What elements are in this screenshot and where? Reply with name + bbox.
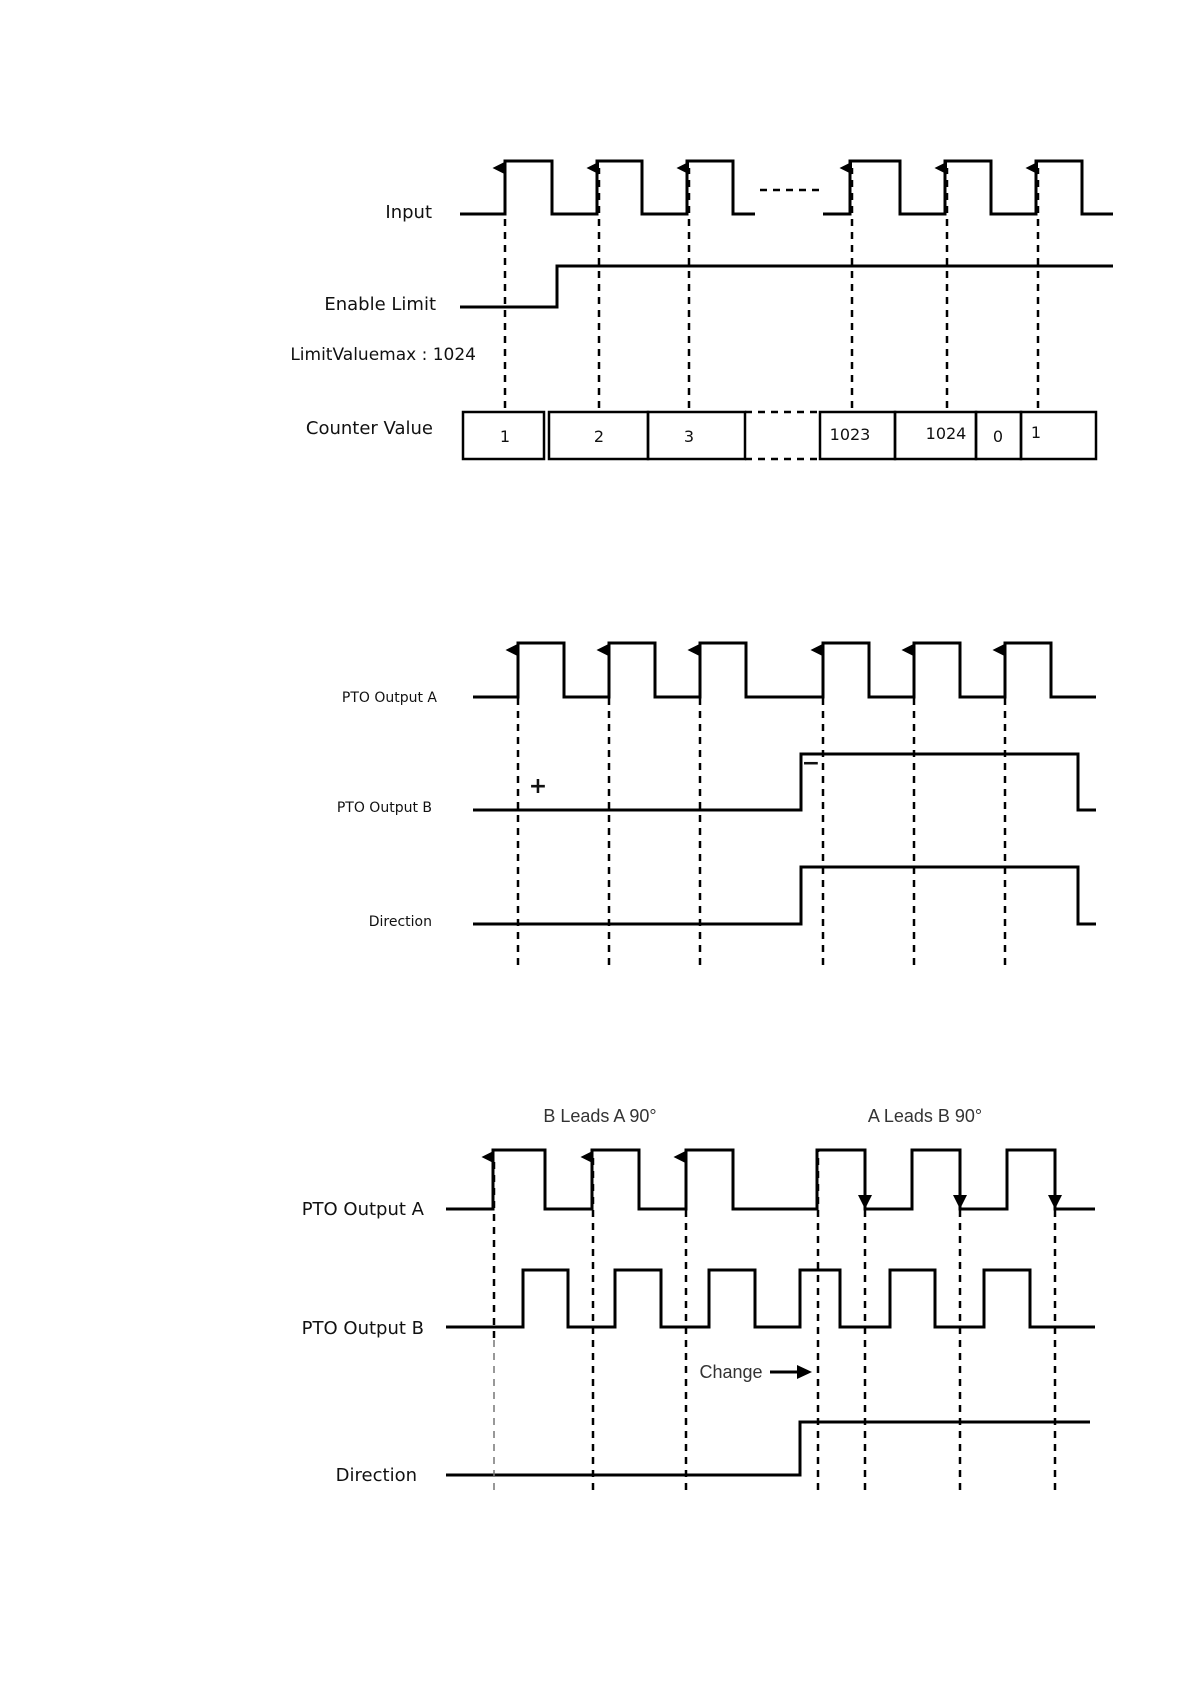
limit-value-label: LimitValuemax : 1024 bbox=[290, 345, 476, 365]
direction-signal bbox=[473, 867, 1096, 924]
counter-cell: 1 bbox=[499, 427, 511, 446]
pto-output-b-label: PTO Output B bbox=[336, 800, 432, 816]
counter-value-strip bbox=[463, 412, 1096, 459]
counter-cell: 2 bbox=[593, 427, 605, 446]
counter-cell: 1 bbox=[1030, 423, 1042, 442]
counter-cell: 0 bbox=[992, 427, 1004, 446]
falling-edge-arrow bbox=[858, 1195, 872, 1209]
plus-sign: + bbox=[528, 774, 548, 799]
pto-output-b-signal bbox=[446, 1270, 1095, 1327]
enable-limit-label: Enable Limit bbox=[324, 294, 436, 315]
quadrature-diagram bbox=[302, 1106, 1095, 1490]
change-arrow-icon bbox=[770, 1365, 812, 1379]
b-leads-a-label: B Leads A 90° bbox=[543, 1106, 657, 1126]
counter-cell: 3 bbox=[683, 427, 695, 446]
pto-direction-diagram bbox=[337, 643, 1096, 965]
input-label: Input bbox=[385, 202, 432, 223]
a-leads-b-label: A Leads B 90° bbox=[867, 1106, 983, 1126]
direction-label: Direction bbox=[335, 1465, 417, 1486]
pto-output-b-label: PTO Output B bbox=[301, 1318, 424, 1339]
direction-signal bbox=[446, 1422, 1090, 1475]
direction-label: Direction bbox=[368, 914, 432, 930]
pto-output-a-signal bbox=[473, 643, 1096, 697]
pto-output-a-label: PTO Output A bbox=[341, 690, 437, 706]
pto-output-b-signal bbox=[473, 754, 1096, 810]
falling-edge-arrow bbox=[1048, 1195, 1062, 1209]
counter-value-label: Counter Value bbox=[305, 418, 433, 439]
enable-limit-signal bbox=[460, 266, 1113, 307]
falling-edge-arrow bbox=[953, 1195, 967, 1209]
counter-limit-diagram bbox=[290, 161, 1113, 459]
input-signal-right bbox=[823, 161, 1113, 214]
change-label: Change bbox=[699, 1362, 763, 1382]
minus-sign: − bbox=[801, 751, 821, 776]
pto-output-a-signal bbox=[446, 1150, 1095, 1209]
input-edge-markers bbox=[505, 168, 1038, 408]
counter-cell-box bbox=[648, 412, 745, 459]
counter-cell: 1023 bbox=[829, 425, 871, 444]
quadrature-edge-markers bbox=[494, 1150, 1062, 1490]
pto-output-a-label: PTO Output A bbox=[301, 1199, 424, 1220]
counter-cell: 1024 bbox=[925, 424, 967, 443]
counter-break-dashes bbox=[745, 412, 820, 459]
